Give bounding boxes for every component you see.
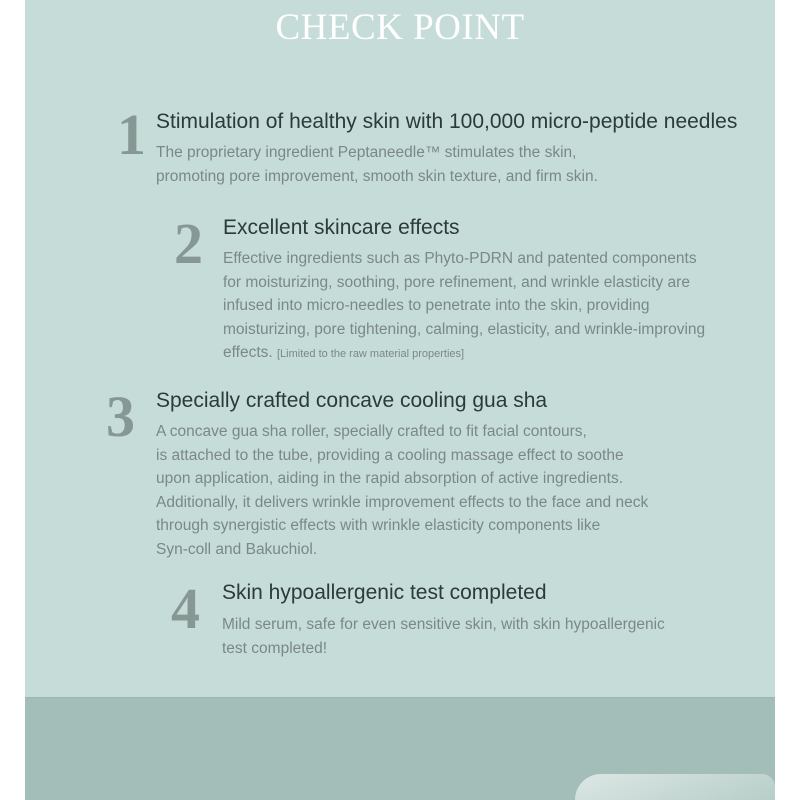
item-body-text: Effective ingredients such as Phyto-PDRN and patented components for moisturizing, soothing, pore refinement, and wrinkle elasticity are infused into micro-needles to penetrate into the skin, providing moisturizing, pore tightening, calming, elasticity, and wrinkle-improving effects. bbox=[223, 250, 706, 362]
item-body: A concave gua sha roller, specially crafted to fit facial contours, is attached to the tube, providing a cooling massage effect to soothe upon application, aiding in the rapid absorption of active ingredients. Additionally, it delivers wrinkle improvement effects to the face and neck through synergistic effects with wrinkle elasticity components like Syn-coll and Bakuchiol. bbox=[156, 423, 649, 558]
item-body: The proprietary ingredient Peptaneedle™ stimulates the skin, promoting pore improvement, smooth skin texture, and firm skin. bbox=[156, 144, 598, 185]
product-image-band bbox=[25, 697, 775, 800]
item-title: Skin hypoallergenic test completed bbox=[222, 581, 547, 604]
item-body: Mild serum, safe for even sensitive skin, with skin hypoallergenic test completed! bbox=[222, 616, 665, 657]
item-title: Specially crafted concave cooling gua sha bbox=[156, 389, 548, 412]
item-number: 3 bbox=[106, 384, 135, 449]
item-body bbox=[223, 247, 800, 367]
section-title: CHECK POINT bbox=[275, 7, 525, 48]
item-number: 1 bbox=[117, 102, 146, 167]
item-title: Excellent skincare effects bbox=[223, 216, 460, 239]
item-note: [Limited to the raw material properties] bbox=[277, 348, 465, 361]
item-number: 2 bbox=[174, 211, 203, 276]
item-number: 4 bbox=[171, 576, 200, 641]
item-title: Stimulation of healthy skin with 100,000 micro-peptide needles bbox=[156, 110, 738, 133]
product-tube-image bbox=[575, 774, 775, 800]
